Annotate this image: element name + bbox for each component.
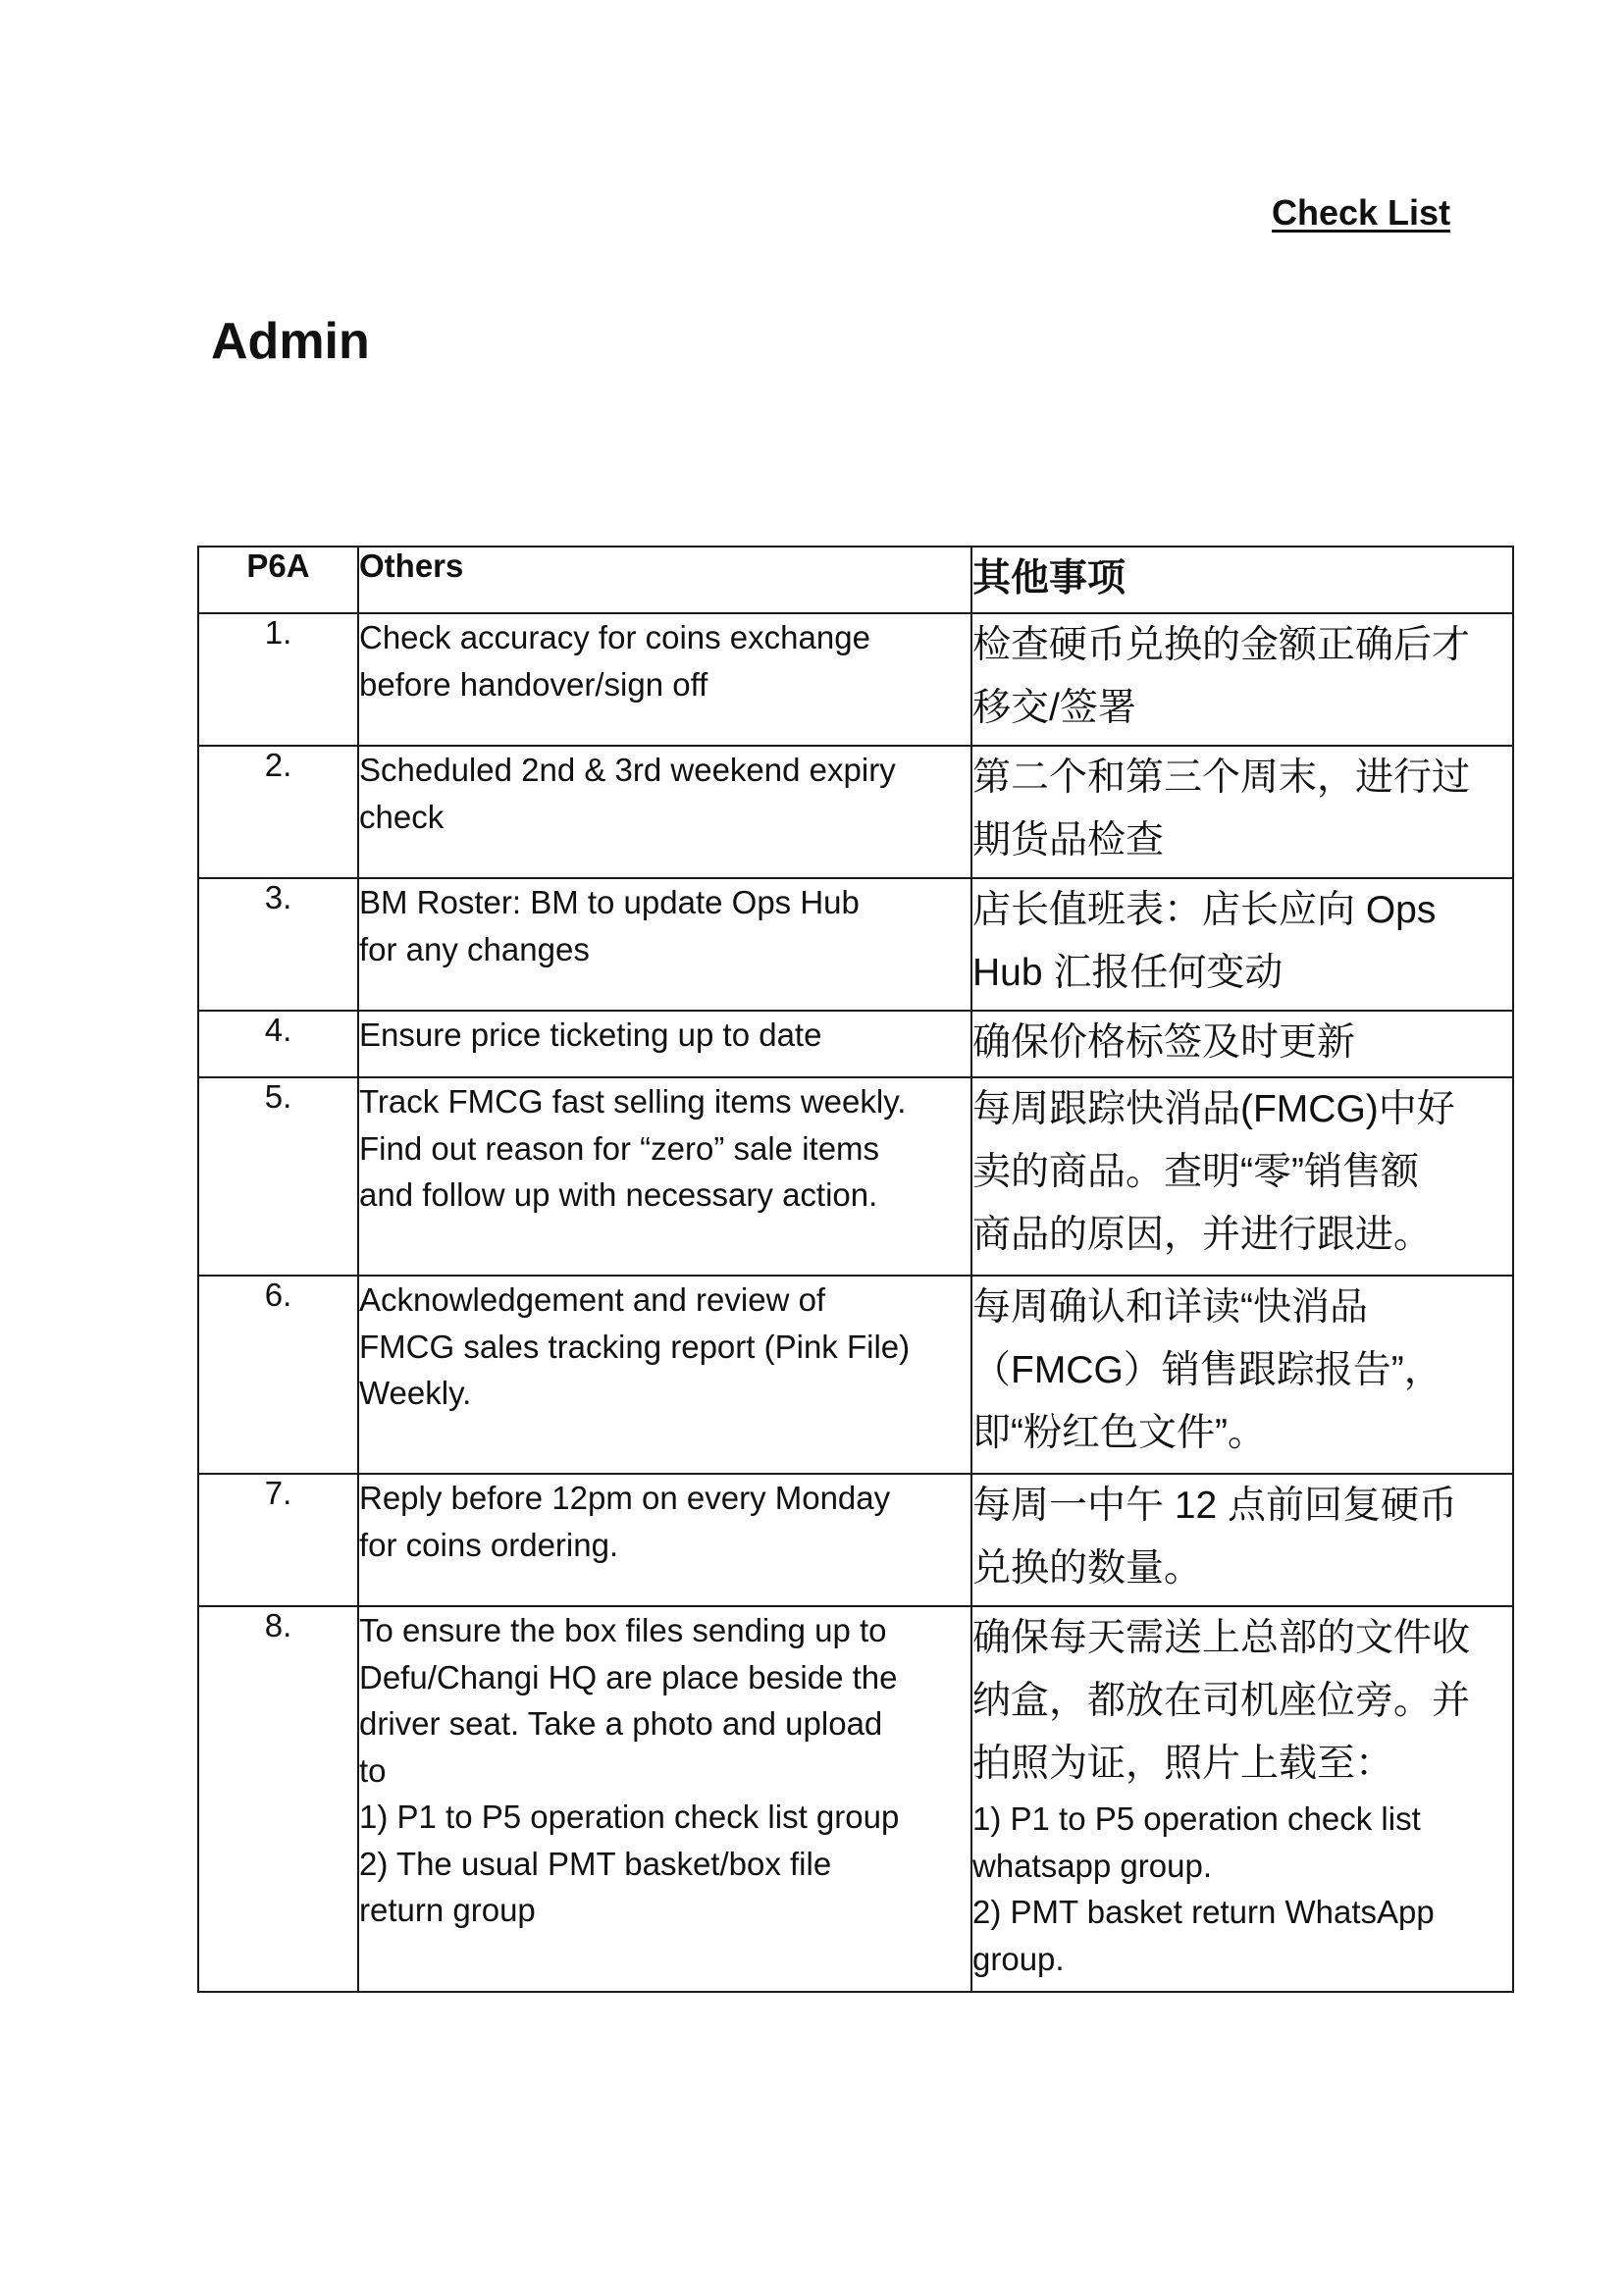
chinese-subline: 2) PMT basket return WhatsApp — [972, 1894, 1435, 1930]
chinese-line: 卖的商品。查明“零”销售额 — [972, 1151, 1419, 1193]
checklist-table — [197, 546, 1514, 1993]
row-chinese — [971, 1077, 1513, 1276]
chinese-line: 拍照为证，照片上载至： — [972, 1743, 1394, 1785]
row-number: 3. — [198, 878, 358, 1011]
checklist-title: Check List — [1272, 192, 1451, 233]
header-english: Others — [358, 547, 971, 613]
row-number: 6. — [198, 1276, 358, 1474]
chinese-line: 每周确认和详读“快消品 — [972, 1286, 1368, 1329]
table-row — [198, 1276, 1513, 1474]
chinese-line: 即“粉红色文件”。 — [972, 1412, 1266, 1454]
english-line: before handover/sign off — [359, 665, 708, 703]
row-english — [358, 1474, 971, 1606]
row-number: 7. — [198, 1474, 358, 1606]
row-english — [358, 1606, 971, 1992]
row-number: 2. — [198, 746, 358, 878]
section-title: Admin — [211, 313, 370, 370]
english-line: and follow up with necessary action. — [359, 1176, 878, 1213]
english-line: Scheduled 2nd & 3rd weekend expiry — [359, 752, 896, 788]
chinese-line: 每周一中午 12 点前回复硬币 — [972, 1485, 1458, 1527]
english-line: check — [359, 798, 445, 835]
chinese-line: 兑换的数量。 — [972, 1547, 1203, 1590]
row-english — [358, 878, 971, 1011]
english-line: FMCG sales tracking report (Pink File) — [359, 1328, 911, 1365]
table-row — [198, 613, 1513, 746]
row-number: 8. — [198, 1606, 358, 1992]
english-line: Track FMCG fast selling items weekly. — [359, 1083, 907, 1120]
row-chinese — [971, 878, 1513, 1011]
row-english — [358, 1011, 971, 1077]
english-line: Find out reason for “zero” sale items — [359, 1129, 880, 1167]
chinese-line: Hub 汇报任何变动 — [972, 952, 1283, 994]
english-line: for coins ordering. — [359, 1526, 619, 1563]
chinese-line: 移交/签署 — [972, 687, 1136, 729]
english-line: Defu/Changi HQ are place beside the — [359, 1658, 898, 1695]
english-line: to — [359, 1751, 387, 1789]
header-chinese: 其他事项 — [971, 547, 1513, 613]
english-line: BM Roster: BM to update Ops Hub — [359, 884, 860, 920]
english-line: Reply before 12pm on every Monday — [359, 1480, 891, 1516]
english-line: return group — [359, 1892, 536, 1928]
english-line: To ensure the box files sending up to — [359, 1612, 887, 1648]
row-number: 1. — [198, 613, 358, 746]
table-row — [198, 878, 1513, 1011]
chinese-line: 确保价格标签及时更新 — [972, 1021, 1356, 1064]
table-row — [198, 746, 1513, 878]
row-number: 4. — [198, 1011, 358, 1077]
table-row — [198, 1606, 1513, 1992]
english-line: Acknowledgement and review of — [359, 1281, 826, 1318]
english-line: 1) P1 to P5 operation check list group — [359, 1799, 900, 1835]
row-english — [358, 613, 971, 746]
chinese-subline: whatsapp group. — [972, 1847, 1213, 1884]
chinese-line: 店长值班表：店长应向 Ops — [972, 889, 1437, 931]
chinese-line: （FMCG）销售跟踪报告”， — [972, 1349, 1442, 1391]
row-english — [358, 746, 971, 878]
english-line: 2) The usual PMT basket/box file — [359, 1845, 832, 1882]
chinese-line: 第二个和第三个周末，进行过 — [972, 756, 1471, 799]
row-chinese — [971, 1474, 1513, 1606]
english-line: Check accuracy for coins exchange — [359, 619, 870, 655]
english-line: for any changes — [359, 930, 590, 967]
chinese-subline: 1) P1 to P5 operation check list — [972, 1800, 1421, 1837]
row-chinese — [971, 1606, 1513, 1992]
chinese-line: 纳盒，都放在司机座位旁。并 — [972, 1680, 1471, 1722]
chinese-subline: group. — [972, 1940, 1065, 1977]
table-header-row — [198, 547, 1513, 613]
row-chinese — [971, 1276, 1513, 1474]
chinese-line: 期货品检查 — [972, 819, 1165, 861]
english-line: Ensure price ticketing up to date — [359, 1017, 822, 1053]
header-number: P6A — [198, 547, 358, 613]
row-chinese — [971, 1011, 1513, 1077]
table-row — [198, 1077, 1513, 1276]
row-english — [358, 1276, 971, 1474]
english-line: Weekly. — [359, 1375, 472, 1411]
chinese-line: 确保每天需送上总部的文件收 — [972, 1617, 1471, 1659]
chinese-line: 商品的原因，并进行跟进。 — [972, 1214, 1433, 1256]
english-line: driver seat. Take a photo and upload — [359, 1705, 883, 1742]
chinese-line: 检查硬币兑换的金额正确后才 — [972, 624, 1471, 666]
row-chinese — [971, 613, 1513, 746]
row-english — [358, 1077, 971, 1276]
row-number: 5. — [198, 1077, 358, 1276]
row-chinese — [971, 746, 1513, 878]
table-row — [198, 1011, 1513, 1077]
table-row — [198, 1474, 1513, 1606]
chinese-line: 每周跟踪快消品(FMCG)中好 — [972, 1088, 1455, 1130]
